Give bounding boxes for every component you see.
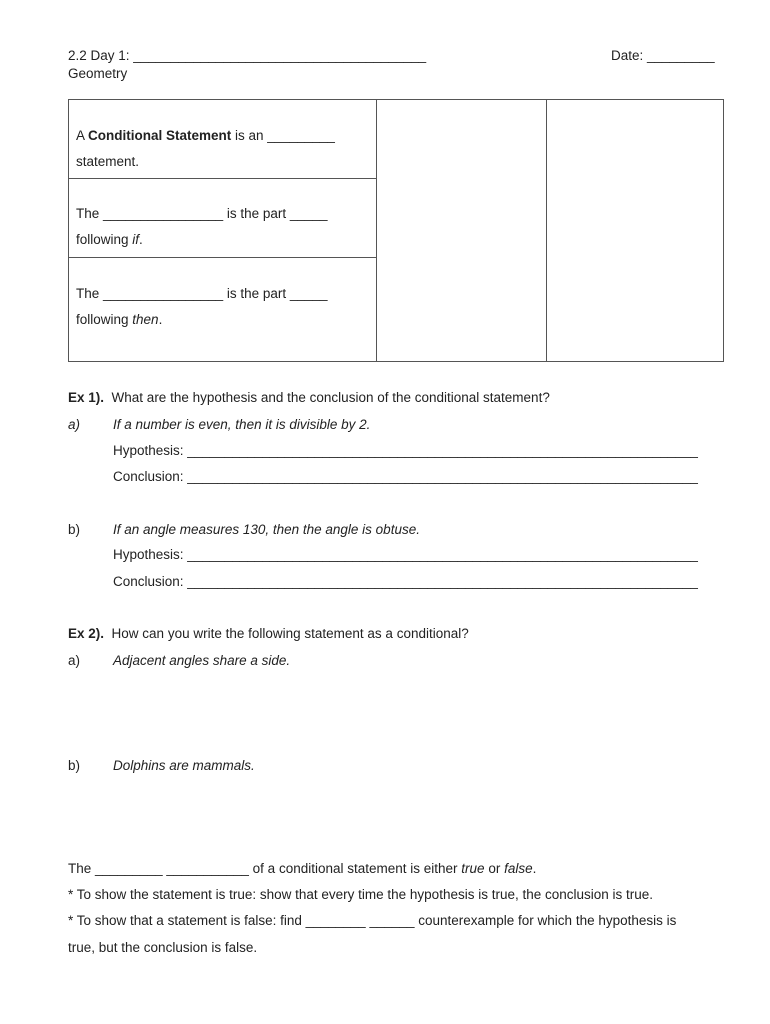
ex2-b-statement: Dolphins are mammals.	[113, 758, 255, 773]
ex1-a-hypothesis-line: Hypothesis: ____________________________________________________________________	[113, 443, 698, 458]
table-cell-conditional-definition: A Conditional Statement is an _________ statement.	[76, 128, 335, 169]
ex2-question: Ex 2). How can you write the following statement as a conditional?	[68, 626, 469, 641]
ex2-a-letter: a)	[68, 653, 81, 668]
worksheet-title: 2.2 Day 1: _______________________________________	[68, 48, 427, 63]
table-column-divider	[546, 100, 547, 361]
ex1-a-letter: a)	[68, 417, 81, 432]
ex2-a-statement: Adjacent angles share a side.	[113, 653, 291, 668]
table-cell-conclusion-definition: The ________________ is the part _____ following then.	[76, 286, 328, 327]
ex1-b-hypothesis-line: Hypothesis: ____________________________________________________________________	[113, 547, 698, 562]
table-row-divider	[69, 178, 376, 179]
date-field: Date: _________	[611, 48, 715, 63]
ex1-question: Ex 1). What are the hypothesis and the conclusion of the conditional statement?	[68, 390, 550, 405]
true-proof-note: * To show the statement is true: show that every time the hypothesis is true, the conclusion is true.	[68, 887, 654, 902]
table-cell-hypothesis-definition: The ________________ is the part _____ following if.	[76, 206, 328, 247]
subject-label: Geometry	[68, 66, 128, 81]
false-proof-note-continued: true, but the conclusion is false.	[68, 940, 258, 955]
ex1-b-conclusion-line: Conclusion: ____________________________________________________________________	[113, 574, 698, 589]
truth-value-line: The _________ ___________ of a conditional statement is either true or false.	[68, 861, 537, 876]
table-row-divider	[69, 257, 376, 258]
table-column-divider	[376, 100, 377, 361]
notes-table	[68, 99, 724, 362]
ex1-b-letter: b)	[68, 522, 81, 537]
ex2-b-letter: b)	[68, 758, 81, 773]
ex1-a-conclusion-line: Conclusion: ____________________________________________________________________	[113, 469, 698, 484]
ex1-b-statement: If an angle measures 130, then the angle is obtuse.	[113, 522, 420, 537]
false-proof-note: * To show that a statement is false: find ________ ______ counterexample for which the hypothesis is	[68, 913, 677, 928]
ex1-a-statement: If a number is even, then it is divisible by 2.	[113, 417, 371, 432]
